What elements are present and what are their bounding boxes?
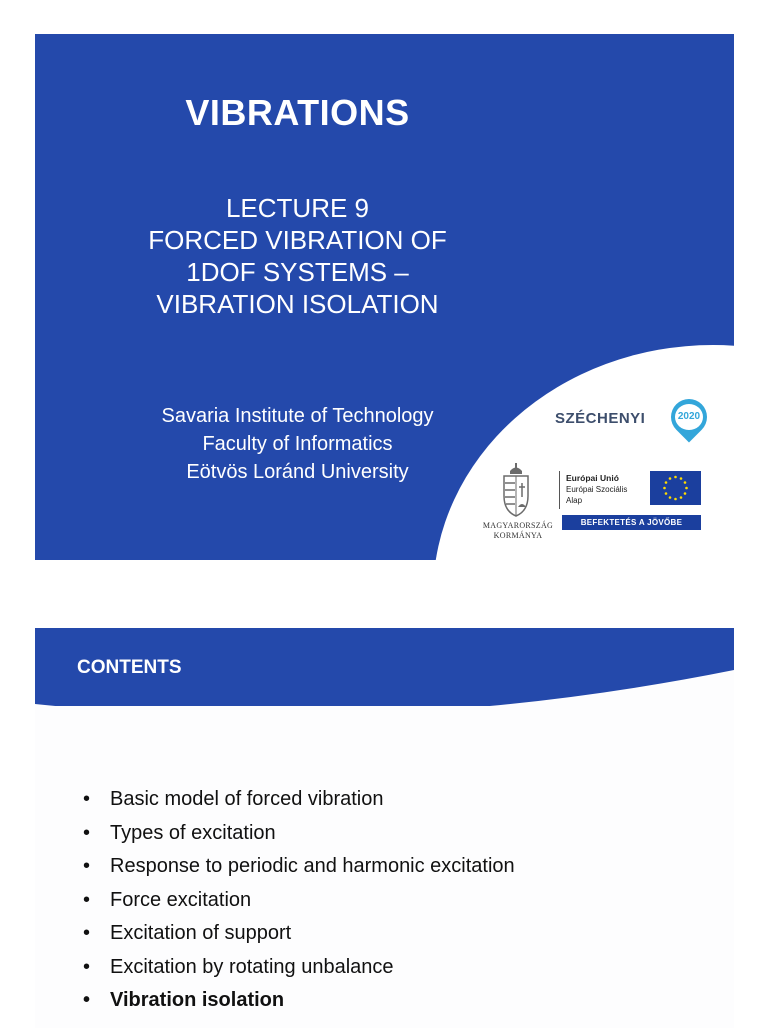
szechenyi-logo-text: SZÉCHENYI [555, 410, 646, 427]
list-item [83, 886, 515, 920]
list-item [83, 852, 515, 886]
bullet-icon: • [83, 788, 91, 810]
list-item-label: Basic model of forced vibration [110, 788, 384, 810]
bullet-icon: • [83, 821, 91, 844]
lecture-line: VIBRATION ISOLATION [156, 289, 439, 319]
government-line: KORMÁNYA [493, 531, 543, 540]
logo-divider [559, 471, 560, 509]
bullet-icon: • [83, 888, 91, 911]
list-item-label: Force excitation [110, 888, 252, 911]
bullet-icon: • [83, 955, 91, 978]
bullet-icon: • [83, 922, 91, 944]
government-line: MAGYARORSZÁG [482, 521, 554, 530]
eu-logo-text [566, 473, 627, 506]
contents-list [83, 785, 515, 1020]
hungarian-crest-icon [499, 463, 533, 519]
szechenyi-year: 2020 [677, 411, 701, 422]
contents-heading: CONTENTS [77, 657, 182, 678]
eu-line: Európai Szociális [566, 485, 628, 494]
lecture-line: LECTURE 9 [225, 193, 370, 223]
lecture-line: FORCED VIBRATION OF [148, 225, 447, 255]
eu-flag-icon [650, 471, 701, 505]
list-item-current [83, 986, 515, 1020]
title-slide [35, 34, 734, 560]
institution-line: Faculty of Informatics [202, 433, 393, 455]
institution-line: Savaria Institute of Technology [161, 405, 434, 427]
institution-line: Eötvös Loránd University [186, 461, 409, 483]
list-item [83, 785, 515, 819]
list-item-label: Vibration isolation [110, 989, 285, 1011]
eu-line: Alap [566, 496, 583, 505]
list-item-label: Excitation by rotating unbalance [110, 955, 394, 978]
list-item-label: Excitation of support [110, 922, 292, 944]
bullet-icon: • [83, 989, 91, 1011]
list-item [83, 819, 515, 853]
government-logo-text [478, 521, 558, 541]
list-item-label: Response to periodic and harmonic excitation [110, 855, 515, 877]
list-item [83, 953, 515, 987]
lecture-line: 1DOF SYSTEMS – [186, 257, 409, 287]
bullet-icon: • [83, 855, 91, 877]
invest-banner: BEFEKTETÉS A JÖVŐBE [562, 515, 701, 530]
eu-line: Európai Unió [566, 473, 619, 483]
list-item-label: Types of excitation [110, 821, 276, 844]
list-item [83, 919, 515, 953]
lecture-title [35, 192, 560, 320]
slide-title: VIBRATIONS [185, 92, 410, 133]
contents-slide [35, 628, 734, 1028]
